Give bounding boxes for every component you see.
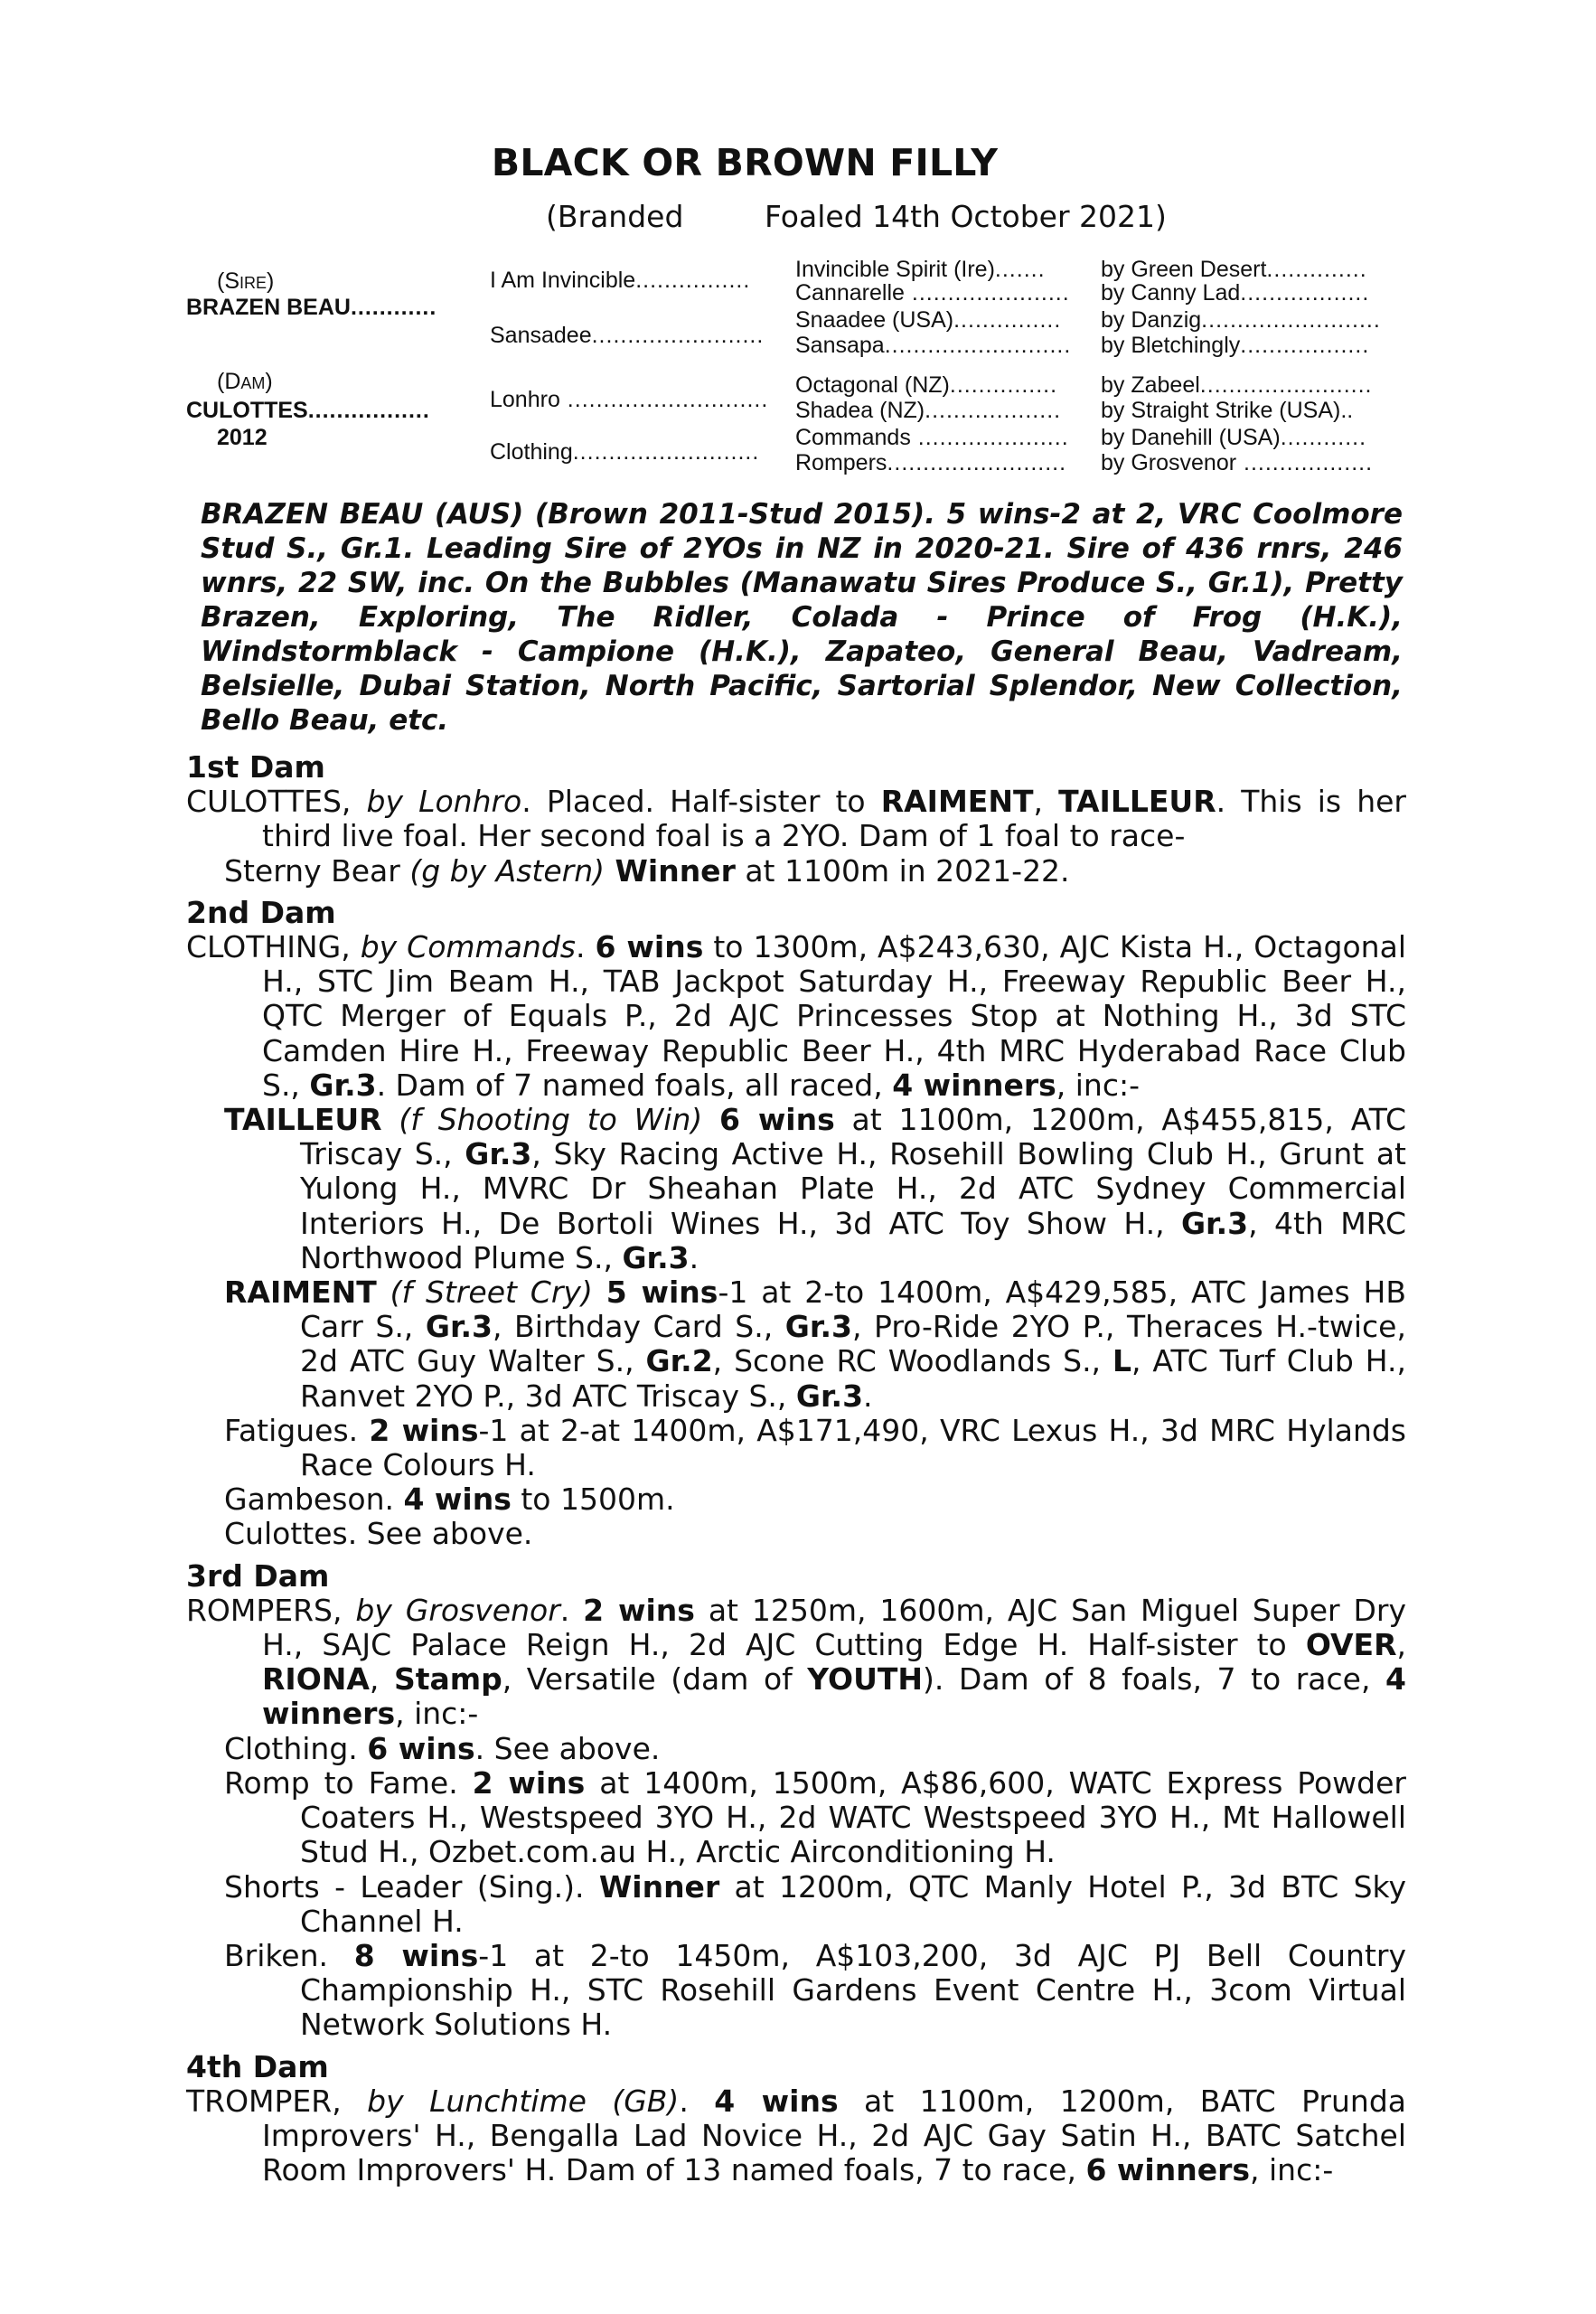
- fourth-dam-entry: TROMPER, by Lunchtime (GB). 4 wins at 1100m, 1200m, BATC Prunda Improvers' H., Bengalla Lad Novice H., 2d AJC Gay Satin H., BATC Satchel Room Improvers' H. Dam of 13 named foals, 7 to race, 6 winners, inc:-: [186, 2083, 1407, 2188]
- gen3-5: Octagonal (NZ)...............: [795, 372, 1058, 398]
- sire-note: BRAZEN BEAU (AUS) (Brown 2011-Stud 2015). 5 wins-2 at 2, VRC Coolmore Stud S., Gr.1. Leading Sire of 2YOs in NZ in 2020-21. Sire of 436 rnrs, 246 wnrs, 22 SW, inc. On the Bubbles (Manawatu Sires Produce S., Gr.1), Pretty Brazen, Exploring, The Ridler, Colada - Prince of Frog (H.K.), Windstormblack - Campione (H.K.), Zapateo, General Beau, Vadream, Belsielle, Dubai Station, North Pacific, Sartorial Splendor, New Collection, Bello Beau, etc.: [201, 498, 1403, 737]
- third-dam-entry: ROMPERS, by Grosvenor. 2 wins at 1250m, 1600m, AJC San Miguel Super Dry H., SAJC Palace Reign H., 2d AJC Cutting Edge H. Half-sister to OVER, RIONA, Stamp, Versatile (dam of YOUTH). Dam of 8 foals, 7 to race, 4 winners, inc:-: [186, 1592, 1406, 1732]
- first-dam-section: [186, 750, 1406, 2187]
- gen4-1: by Green Desert..............: [1101, 257, 1367, 282]
- sire-label: (Sire): [217, 268, 275, 294]
- third-dam-foal-clothing: Clothing. 6 wins. See above.: [224, 1730, 661, 1766]
- gen4-4: by Bletchingly..................: [1101, 333, 1370, 358]
- gen2-sire-dam: Sansadee........................: [490, 323, 765, 348]
- third-dam-foal-romp-to-fame: Romp to Fame. 2 wins at 1400m, 1500m, A$86,600, WATC Express Powder Coaters H., Westspeed 3YO H., 2d WATC Westspeed 3YO H., Mt Hallowell Stud H., Ozbet.com.au H., Arctic Airconditioning H.: [224, 1764, 1406, 1870]
- second-dam-foal-tailleur: TAILLEUR (f Shooting to Win) 6 wins at 1100m, 1200m, A$455,815, ATC Triscay S., Gr.3, Sky Racing Active H., Rosehill Bowling Club H., Grunt at Yulong H., MVRC Dr Sheahan Plate H., 2d ATC Sydney Commercial Interiors H., De Bortoli Wines H., 3d ATC Toy Show H., Gr.3, 4th MRC Northwood Plume S., Gr.3.: [224, 1102, 1406, 1275]
- third-dam-heading: 3rd Dam: [186, 1557, 330, 1594]
- first-dam-entry: CULOTTES, by Lonhro. Placed. Half-sister to RAIMENT, TAILLEUR. This is her third live foal. Her second foal is a 2YO. Dam of 1 foal to race-: [186, 784, 1406, 854]
- dam-label: (Dam): [217, 369, 273, 394]
- gen3-4: Sansapa..........................: [795, 333, 1072, 358]
- gen2-sire-sire: I Am Invincible................: [490, 268, 751, 293]
- first-dam-foal-sterny-bear: Sterny Bear (g by Astern) Winner at 1100m in 2021-22.: [224, 852, 1070, 889]
- second-dam-foal-culottes: Culottes. See above.: [224, 1516, 533, 1552]
- first-dam-heading: 1st Dam: [186, 749, 325, 785]
- gen4-6: by Straight Strike (USA)..: [1101, 398, 1354, 423]
- gen4-7: by Danehill (USA)............: [1101, 425, 1367, 450]
- gen3-3: Snaadee (USA)...............: [795, 307, 1062, 333]
- gen4-8: by Grosvenor ..................: [1101, 450, 1374, 475]
- gen4-3: by Danzig.........................: [1101, 307, 1381, 333]
- branded-label: (Branded: [546, 199, 684, 234]
- gen3-8: Rompers.........................: [795, 450, 1067, 475]
- gen3-1: Invincible Spirit (Ire).......: [795, 257, 1046, 282]
- gen2-dam-dam: Clothing..........................: [490, 439, 760, 465]
- gen3-2: Cannarelle ......................: [795, 280, 1070, 306]
- third-dam-foal-briken: Briken. 8 wins-1 at 2-to 1450m, A$103,200, 3d AJC PJ Bell Country Championship H., STC Rosehill Gardens Event Centre H., 3com Virtual Network Solutions H.: [224, 1937, 1406, 2043]
- gen2-dam-sire: Lonhro ............................: [490, 387, 769, 412]
- page-title: BLACK OR BROWN FILLY: [491, 141, 999, 184]
- gen4-5: by Zabeel........................: [1101, 372, 1373, 398]
- second-dam-foal-gambeson: Gambeson. 4 wins to 1500m.: [224, 1482, 675, 1518]
- sire-name: BRAZEN BEAU............: [186, 295, 437, 320]
- dam-year: 2012: [217, 425, 268, 450]
- gen4-2: by Canny Lad..................: [1101, 280, 1370, 306]
- dam-name: CULOTTES.................: [186, 398, 430, 423]
- gen3-6: Shadea (NZ)...................: [795, 398, 1062, 423]
- second-dam-heading: 2nd Dam: [186, 894, 336, 930]
- gen3-7: Commands .....................: [795, 425, 1069, 450]
- second-dam-foal-raiment: RAIMENT (f Street Cry) 5 wins-1 at 2-to 1400m, A$429,585, ATC James HB Carr S., Gr.3, Birthday Card S., Gr.3, Pro-Ride 2YO P., Theraces H.-twice, 2d ATC Guy Walter S., Gr.2, Scone RC Woodlands S., L, ATC Turf Club H., Ranvet 2YO P., 3d ATC Triscay S., Gr.3.: [224, 1275, 1406, 1414]
- third-dam-foal-shorts: Shorts - Leader (Sing.). Winner at 1200m, QTC Manly Hotel P., 3d BTC Sky Channel H.: [224, 1868, 1406, 1939]
- second-dam-foal-fatigues: Fatigues. 2 wins-1 at 2-at 1400m, A$171,490, VRC Lexus H., 3d MRC Hylands Race Colours H.: [224, 1412, 1406, 1483]
- foaled-date: Foaled 14th October 2021): [765, 199, 1167, 234]
- second-dam-entry: CLOTHING, by Commands. 6 wins to 1300m, A$243,630, AJC Kista H., Octagonal H., STC Jim Beam H., TAB Jackpot Saturday H., Freeway Republic Beer H., QTC Merger of Equals P., 2d AJC Princesses Stop at Nothing H., 3d STC Camden Hire H., Freeway Republic Beer H., 4th MRC Hyderabad Race Club S., Gr.3. Dam of 7 named foals, all raced, 4 winners, inc:-: [186, 929, 1406, 1103]
- fourth-dam-heading: 4th Dam: [186, 2048, 329, 2084]
